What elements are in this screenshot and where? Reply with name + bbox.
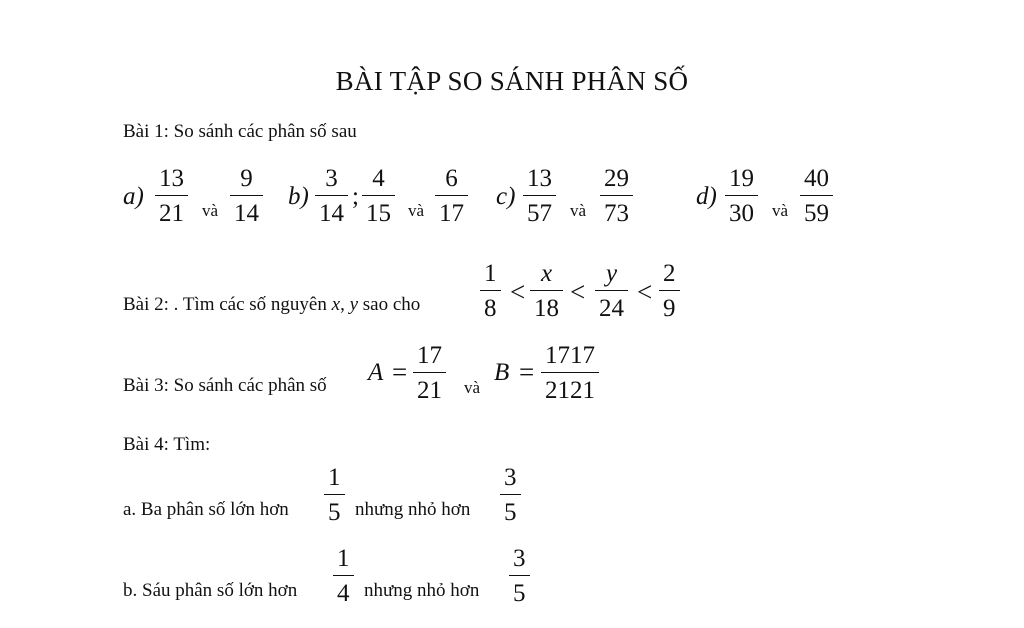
bai1-a-fraction-2 xyxy=(230,166,263,226)
less-than-sign: < xyxy=(570,277,586,307)
denominator: 73 xyxy=(604,200,629,227)
bai4-heading: Bài 4: Tìm: xyxy=(123,434,211,455)
numerator: 3 xyxy=(504,464,517,491)
bai1-label-d: d) xyxy=(696,183,717,210)
bai1-b-fraction-1 xyxy=(315,166,348,226)
numerator: x xyxy=(540,260,553,287)
var-x: x xyxy=(331,294,341,315)
label-A: A xyxy=(368,359,384,386)
bai1-c-fraction-2 xyxy=(600,166,633,226)
denominator: 24 xyxy=(599,295,624,322)
bai2-fraction-1 xyxy=(480,261,501,321)
numerator: 4 xyxy=(372,165,385,192)
bai3-heading: Bài 3: So sánh các phân số xyxy=(123,375,327,396)
bai4-b-fraction-1 xyxy=(333,546,354,606)
bai4-a-fraction-2 xyxy=(500,465,521,525)
bai1-c-fraction-1 xyxy=(523,166,556,226)
semicolon: ; xyxy=(352,183,359,210)
denominator: 30 xyxy=(729,200,754,227)
denominator: 5 xyxy=(504,499,517,526)
bai4-b-fraction-2 xyxy=(509,546,530,606)
connector-va: và xyxy=(570,201,587,220)
bai4-a-text-1: a. Ba phân số lớn hơn xyxy=(123,499,289,520)
denominator: 15 xyxy=(366,200,391,227)
label-B: B xyxy=(494,359,510,386)
bai4-a-fraction-1 xyxy=(324,465,345,525)
bai2-fraction-3 xyxy=(595,261,628,321)
denominator: 8 xyxy=(484,295,497,322)
bai4-b-text-1: b. Sáu phân số lớn hơn xyxy=(123,580,298,601)
page-title: BÀI TẬP SO SÁNH PHÂN SỐ xyxy=(335,66,689,96)
denominator: 9 xyxy=(663,295,676,322)
connector-va: và xyxy=(202,201,219,220)
numerator: 13 xyxy=(159,165,184,192)
less-than-sign: < xyxy=(637,277,653,307)
equals-sign: = xyxy=(519,357,535,387)
denominator: 17 xyxy=(439,200,464,227)
bai2-fraction-4 xyxy=(659,261,680,321)
numerator: 29 xyxy=(604,165,629,192)
numerator: 3 xyxy=(513,545,526,572)
numerator: 19 xyxy=(729,165,754,192)
numerator: 3 xyxy=(325,165,338,192)
bai2-fraction-2 xyxy=(530,261,563,321)
bai4-a-text-2: nhưng nhỏ hơn xyxy=(355,499,471,520)
denominator: 57 xyxy=(527,200,552,227)
denominator: 14 xyxy=(319,200,344,227)
bai3-fraction-A xyxy=(413,343,446,403)
numerator: 17 xyxy=(417,342,442,369)
numerator: 1 xyxy=(337,545,350,572)
numerator: 40 xyxy=(804,165,829,192)
numerator: 1 xyxy=(328,464,341,491)
connector-va: và xyxy=(772,201,789,220)
bai1-label-a: a) xyxy=(123,183,144,210)
denominator: 14 xyxy=(234,200,259,227)
less-than-sign: < xyxy=(510,277,526,307)
numerator: 13 xyxy=(527,165,552,192)
bai2-heading-prefix: Bài 2: . Tìm các số nguyên xyxy=(123,294,327,315)
bai1-label-c: c) xyxy=(496,183,516,210)
bai4-b-text-2: nhưng nhỏ hơn xyxy=(364,580,480,601)
bai1-d-fraction-1 xyxy=(725,166,758,226)
denominator: 18 xyxy=(534,295,559,322)
connector-va: và xyxy=(464,378,481,397)
denominator: 59 xyxy=(804,200,829,227)
denominator: 21 xyxy=(417,377,442,404)
bai1-heading: Bài 1: So sánh các phân số sau xyxy=(123,121,357,142)
numerator: 6 xyxy=(445,165,458,192)
bai1-d-fraction-2 xyxy=(800,166,833,226)
denominator: 21 xyxy=(159,200,184,227)
numerator: y xyxy=(605,260,618,287)
numerator: 1 xyxy=(484,260,497,287)
bai1-a-fraction-1 xyxy=(155,166,188,226)
connector-va: và xyxy=(408,201,425,220)
denominator: 2121 xyxy=(545,377,595,404)
numerator: 9 xyxy=(240,165,253,192)
numerator: 1717 xyxy=(545,342,595,369)
bai3-fraction-B xyxy=(541,343,599,403)
denominator: 5 xyxy=(513,580,526,607)
bai2-heading xyxy=(123,294,420,316)
comma: , xyxy=(340,294,345,315)
bai1-b-fraction-3 xyxy=(435,166,468,226)
numerator: 2 xyxy=(663,260,676,287)
denominator: 4 xyxy=(337,580,350,607)
bai1-b-fraction-2 xyxy=(362,166,395,226)
denominator: 5 xyxy=(328,499,341,526)
bai1-label-b: b) xyxy=(288,183,309,210)
bai2-heading-suffix: sao cho xyxy=(362,294,421,315)
equals-sign: = xyxy=(392,357,408,387)
var-y: y xyxy=(349,294,358,315)
